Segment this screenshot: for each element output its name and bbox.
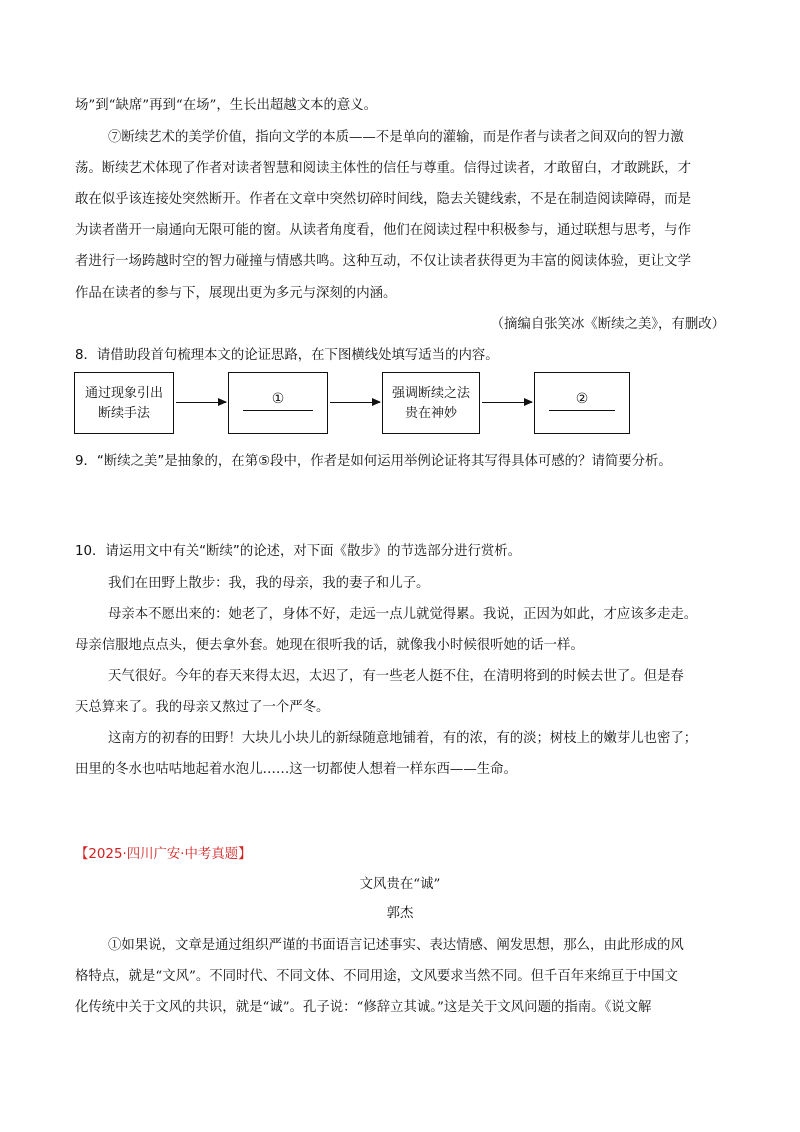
excerpt-line: 这南方的初春的田野！大块儿小块儿的新绿随意地铺着，有的浓，有的淡；树枝上的嫩芽儿也密了； [108,731,698,746]
flow-arrow [330,402,380,403]
source-citation: （摘编自张笑冰《断续之美》，有删改） [490,317,725,332]
flow-box-4 [534,372,630,434]
flow-box-3-line1: 强调断续之法 [391,386,470,401]
passage-line: 敢在似乎该连接处突然断开。作者在文章中突然切碎时间线，隐去关键线索，不是在制造阅读障碍，而是 [75,192,691,207]
flow-box-2 [228,372,328,434]
question-8: 8．请借助段首句梳理本文的论证思路，在下图横线处填写适当的内容。 [75,348,499,363]
excerpt-line: 天总算来了。我的母亲又熬过了一个严冬。 [75,700,330,715]
passage-line: 者进行一场跨越时空的智力碰撞与情感共鸣。这种互动，不仅让读者获得更为丰富的阅读体验，更让文学 [75,254,691,269]
answer-blank-1[interactable] [243,410,313,411]
article-line: ①如果说，文章是通过组织严谨的书面语言记述事实、表达情感、阐发思想，那么，由此形成的风 [108,938,684,953]
passage-line: 场”到“缺席”再到“在场”，生长出超越文本的意义。 [75,98,378,113]
flow-box-1-line2: 断续手法 [97,406,150,421]
flow-arrow [176,402,226,403]
excerpt-line: 母亲本不愿出来的：她老了，身体不好，走远一点儿就觉得累。我说，正因为如此，才应该多走走。 [108,607,698,622]
passage-line: 荡。断续艺术体现了作者对读者智慧和阅读主体性的信任与尊重。信得过读者，才敢留白，才敢跳跃，才 [75,161,691,176]
passage-line: 为读者凿开一扇通向无限可能的窗。从读者角度看，他们在阅读过程中积极参与，通过联想与思考，与作 [75,223,691,238]
excerpt-line: 我们在田野上散步：我，我的母亲，我的妻子和儿子。 [108,576,430,591]
article-line: 格特点，就是“文风”。不同时代、不同文体、不同用途，文风要求当然不同。但千百年来绵亘于中国文 [75,969,678,984]
question-9: 9．“断续之美”是抽象的，在第⑤段中，作者是如何运用举例论证将其写得具体可感的？请简要分析。 [75,454,672,469]
blank-marker-1: ① [271,391,285,407]
answer-blank-2[interactable] [549,410,615,411]
flow-box-1 [74,372,174,434]
passage-line: ⑦断续艺术的美学价值，指向文学的本质——不是单向的灌输，而是作者与读者之间双向的智力激 [108,130,684,145]
exam-source-tag: 【2025·四川广安·中考真题】 [75,847,252,862]
blank-marker-2: ② [575,391,589,407]
article-title: 文风贵在“诚” [359,877,441,892]
question-10: 10．请运用文中有关“断续”的论述，对下面《散步》的节选部分进行赏析。 [75,544,522,559]
flow-box-1-line1: 通过现象引出 [84,386,163,401]
passage-line: 作品在读者的参与下，展现出更为多元与深刻的内涵。 [75,286,397,301]
excerpt-line: 母亲信服地点点头，便去拿外套。她现在很听我的话，就像我小时候很听她的话一样。 [75,638,584,653]
flow-box-3 [382,372,480,434]
article-author: 郭杰 [386,906,414,921]
excerpt-line: 田里的冬水也咕咕地起着水泡儿……这一切都使人想着一样东西——生命。 [75,762,517,777]
flow-box-3-line2: 贵在神妙 [404,406,457,421]
argument-flowchart [74,372,630,436]
excerpt-line: 天气很好。今年的春天来得太迟，太迟了，有一些老人挺不住，在清明将到的时候去世了。但是春 [108,669,684,684]
flow-arrow [482,402,532,403]
article-line: 化传统中关于文风的共识，就是“诚”。孔子说：“修辞立其诚。”这是关于文风问题的指南。《说文解 [75,1000,652,1015]
